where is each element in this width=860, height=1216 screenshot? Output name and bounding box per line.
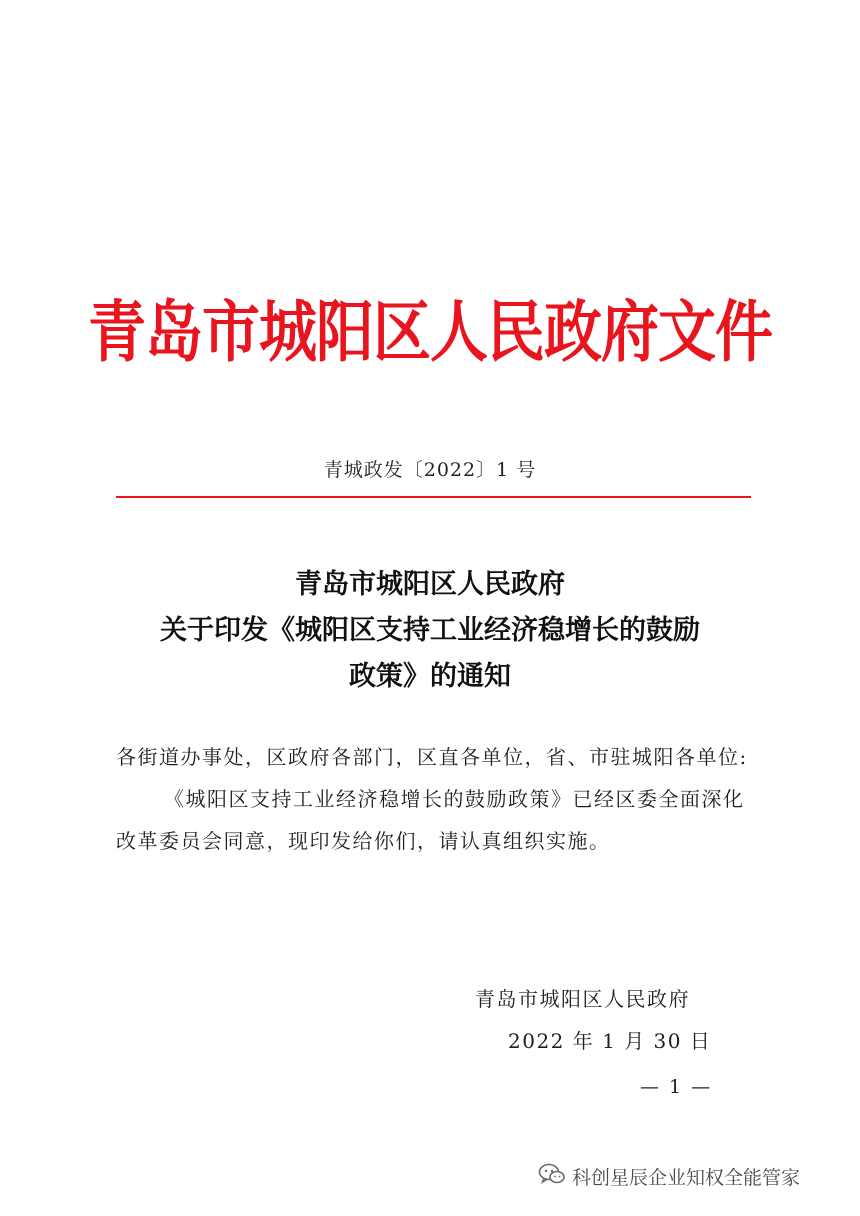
title-line-2: 关于印发《城阳区支持工业经济稳增长的鼓励	[160, 615, 700, 646]
document-number: 青城政发〔2022〕1 号	[323, 459, 537, 481]
signature-date: 2022 年 1 月 30 日	[508, 1029, 712, 1053]
watermark-text: 科创星辰企业知权全能管家	[572, 1167, 801, 1189]
watermark	[538, 1162, 800, 1191]
document-body	[116, 736, 756, 862]
document-masthead: 青岛市城阳区人民政府文件	[87, 292, 772, 372]
salutation: 各街道办事处，区政府各部门，区直各单位，省、市驻城阳各单位:	[116, 745, 748, 769]
title-line-1: 青岛市城阳区人民政府	[295, 569, 565, 600]
signature-block	[470, 978, 730, 1062]
document-title	[100, 562, 760, 700]
signature-organization: 青岛市城阳区人民政府	[475, 987, 690, 1011]
title-line-3: 政策》的通知	[349, 661, 511, 692]
body-paragraph: 《城阳区支持工业经济稳增长的鼓励政策》已经区委全面深化改革委员会同意，现印发给你们，请认真组织实施。	[116, 787, 745, 853]
red-divider-rule	[116, 496, 751, 498]
wechat-icon	[538, 1162, 572, 1191]
page-number: — 1 —	[640, 1076, 713, 1098]
